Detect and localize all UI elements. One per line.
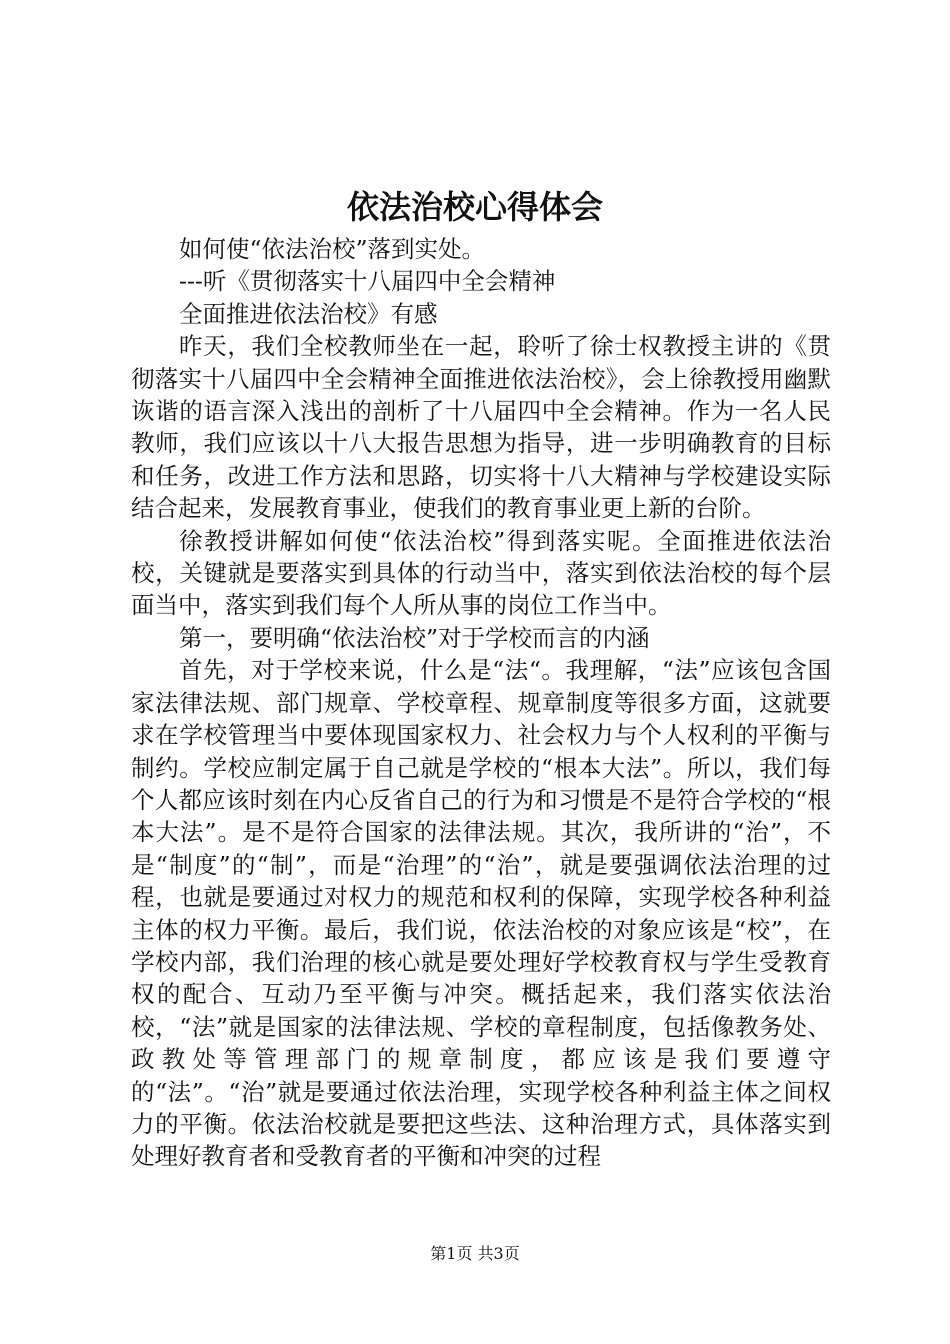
document-body xyxy=(131,233,831,1173)
paragraph: 全面推进依法治校》有感 xyxy=(179,299,438,328)
paragraph: 第一，要明确“依法治校”对于学校而言的内涵 xyxy=(179,623,650,652)
document-title: 依法治校心得体会 xyxy=(346,188,603,226)
paragraph: 如何使“依法治校”落到实处。 xyxy=(179,235,486,263)
paragraph: 首先，对于学校来说，什么是“法“。我理解，“法”应该包含国家法律法规、部门规章、学校章程、规章制度等很多方面，这就要求在学校管理当中要体现国家权力、社会权力与个人权利的平衡与制约。学校应制定属于自己就是学校的“根本大法”。所以，我们每个人都应该时刻在内心反省自己的行为和习惯是不是符合学校的“根本大法”。是不是符合国家的法律法规。其次，我所讲的“治”，不是“制度”的“制”，而是“治理”的“治”，就是要强调依法治理的过程，也就是要通过对权力的规范和权利的保障，实现学校各种利益主体的权力平衡。最后，我们说，依法治校的对象应该是“校”，在学校内部，我们治理的核心就是要处理好学校教育权与学生受教育权的配合、互动乃至平衡与冲突。概括起来，我们落实依法治校，“法”就是国家的法律法规、学校的章程制度，包括像教务处、政教处等管理部门的规章制度，都应该是我们要遵守的“法”。“治”就是要通过依法治理，实现学校各种利益主体之间权力的平衡。依法治校就是要把这些法、这种治理方式，具体落实到处理好教育者和受教育者的平衡和冲突的过程 xyxy=(131,656,831,1171)
paragraph: 徐教授讲解如何使“依法治校”得到落实呢。全面推进依法治校，关键就是要落实到具体的行动当中，落实到依法治校的每个层面当中，落实到我们每个人所从事的岗位工作当中。 xyxy=(131,526,831,620)
paragraph: ---听《贯彻落实十八届四中全会精神 xyxy=(179,267,556,296)
page-footer: 第1页 共3页 xyxy=(430,1244,520,1263)
paragraph: 昨天，我们全校教师坐在一起，聆听了徐士权教授主讲的《贯彻落实十八届四中全会精神全面推进依法治校》，会上徐教授用幽默诙谐的语言深入浅出的剖析了十八届四中全会精神。作为一名人民教师，我们应该以十八大报告思想为指导，进一步明确教育的目标和任务，改进工作方法和思路，切实将十八大精神与学校建设实际结合起来，发展教育事业，使我们的教育事业更上新的台阶。 xyxy=(131,332,831,523)
